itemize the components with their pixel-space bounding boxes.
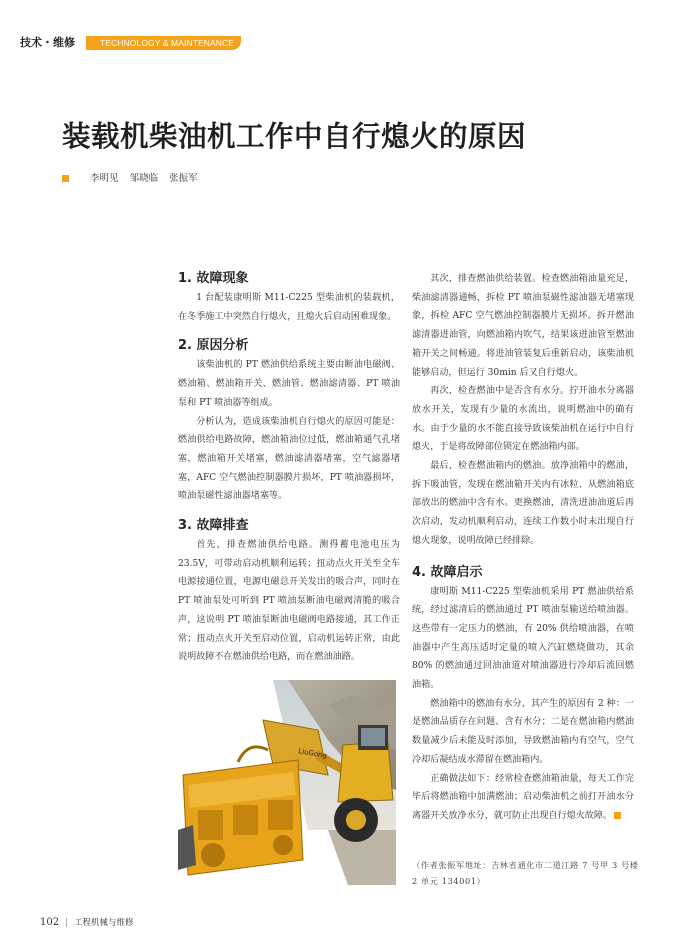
section-header bbox=[0, 34, 245, 52]
paragraph: 康明斯 M11-C225 型柴油机采用 PT 燃油供给系统，经过滤清后的燃油通过 PT 喷油泵输送给喷油器。这些带有一定压力的燃油，有 20% 供给喷油器，在喷油器中产生高压适时定量的喷入汽缸燃烧做功，其余 80% 的燃油通过回油油道对喷油器进行冷却后流回燃油箱。 bbox=[412, 586, 634, 691]
paragraph: 分析认为，造成该柴油机自行熄火的原因可能是：燃油供给电路故障，燃油箱油位过低，燃油箱通气孔堵塞，燃油箱开关堵塞，燃油滤清器堵塞，空气滤器堵塞，AFC 空气燃油控制器膜片损坏，PT 喷油器损坏，喷油泵磁性滤油器堵塞等。 bbox=[178, 416, 400, 502]
footer-separator: | bbox=[65, 918, 68, 928]
paragraph: 首先，排查燃油供给电路。测得蓄电池电压为 23.5V，可带动启动机顺利运转；扭动点火开关至全车电源接通位置，电源电磁总开关发出的吸合声，同时在 PT 喷油泵处可听到 PT 喷油泵断油电磁阀清脆的吸合声，这说明 PT 喷油泵断油电磁阀电路接通，其工作正常；扭动点火开关至启动位置，启动机运转正常，由此说明故障不在燃油供给电路，而在燃油油路。 bbox=[178, 540, 400, 663]
page-number: 102 bbox=[40, 917, 60, 928]
paragraph: 该柴油机的 PT 燃油供给系统主要由断油电磁阀、燃油箱、燃油箱开关、燃油管、燃油滤清器、PT 喷油泵和 PT 喷油器等组成。 bbox=[178, 360, 400, 408]
author-address: （作者张振军地址：吉林省通化市二道江路 7 号甲 3 号楼 2 单元 134001） bbox=[412, 860, 639, 886]
section-tag: 技术・维修 bbox=[20, 36, 75, 49]
journal-name: 工程机械与维修 bbox=[73, 918, 134, 928]
section-heading: 3. 故障排查 bbox=[178, 518, 249, 534]
paragraph bbox=[412, 770, 634, 826]
section-banner bbox=[86, 36, 241, 50]
section-heading: 1. 故障现象 bbox=[178, 271, 249, 286]
right-column bbox=[412, 270, 634, 826]
author-name: 邹晓临 bbox=[129, 173, 159, 184]
left-column bbox=[178, 270, 400, 667]
end-mark-icon bbox=[614, 812, 621, 819]
author-line bbox=[62, 170, 206, 184]
paragraph-text: 正确做法如下：经常检查燃油箱油量，每天工作完毕后将燃油箱中加满燃油；启动柴油机之前打开油水分离器开关放净水分，就可防止出现自行熄火故障。 bbox=[412, 773, 634, 821]
section-heading: 4. 故障启示 bbox=[412, 564, 483, 580]
paragraph: 1 台配装康明斯 M11-C225 型柴油机的装载机，在冬季施工中突然自行熄火，且熄火后启动困难现象。 bbox=[178, 293, 400, 322]
paragraph: 最后，检查燃油箱内的燃油。放净油箱中的燃油，拆下吸油管，发现在燃油箱开关内有冰粒、从燃油箱底部放出的燃油中含有水。更换燃油，清洗进油油道后再次启动，发动机顺利启动，连续工作数小时未出现自行熄火现象，说明故障已经排除。 bbox=[412, 461, 634, 546]
paragraph: 再次，检查燃油中是否含有水分。拧开油水分离器放水开关，发现有少量的水流出，说明燃油中的确有水。由于少量的水不能直接导致该柴油机在运行中自行熄火，于是将故障部位锁定在燃油箱内部。 bbox=[412, 386, 634, 453]
loader-engine-photo bbox=[178, 680, 396, 885]
paragraph: 其次，排查燃油供给装置。检查燃油箱油量充足，柴油滤清器通畅，拆检 PT 喷油泵磁性滤油器无堵塞现象，拆检 AFC 空气燃油控制器膜片无损坏。拆开燃油滤清器进油管，向燃油箱内吹气，结果该进油管至燃油箱开关之间畅通。将进油管装复后重新启动，该柴油机能够启动，但运行 30min 后又自行熄火。 bbox=[412, 274, 634, 378]
article-title: 装载机柴油机工作中自行熄火的原因 bbox=[62, 120, 527, 153]
section-tag-en: TECHNOLOGY & MAINTENANCE bbox=[100, 38, 235, 48]
page-footer bbox=[40, 916, 133, 928]
section-heading: 2. 原因分析 bbox=[178, 338, 249, 354]
bullet-square-icon bbox=[62, 175, 69, 182]
paragraph: 燃油箱中的燃油有水分，其产生的原因有 2 种：一是燃油品质存在问题、含有水分；二是在燃油箱内燃油数量减少后未能及时添加，导致燃油箱内有空气，空气冷却后凝结成水滞留在燃油箱内。 bbox=[412, 698, 634, 765]
svg-text:LiuGong: LiuGong bbox=[297, 747, 328, 760]
author-name: 张振军 bbox=[169, 173, 198, 184]
author-name: 李明见 bbox=[90, 173, 119, 184]
